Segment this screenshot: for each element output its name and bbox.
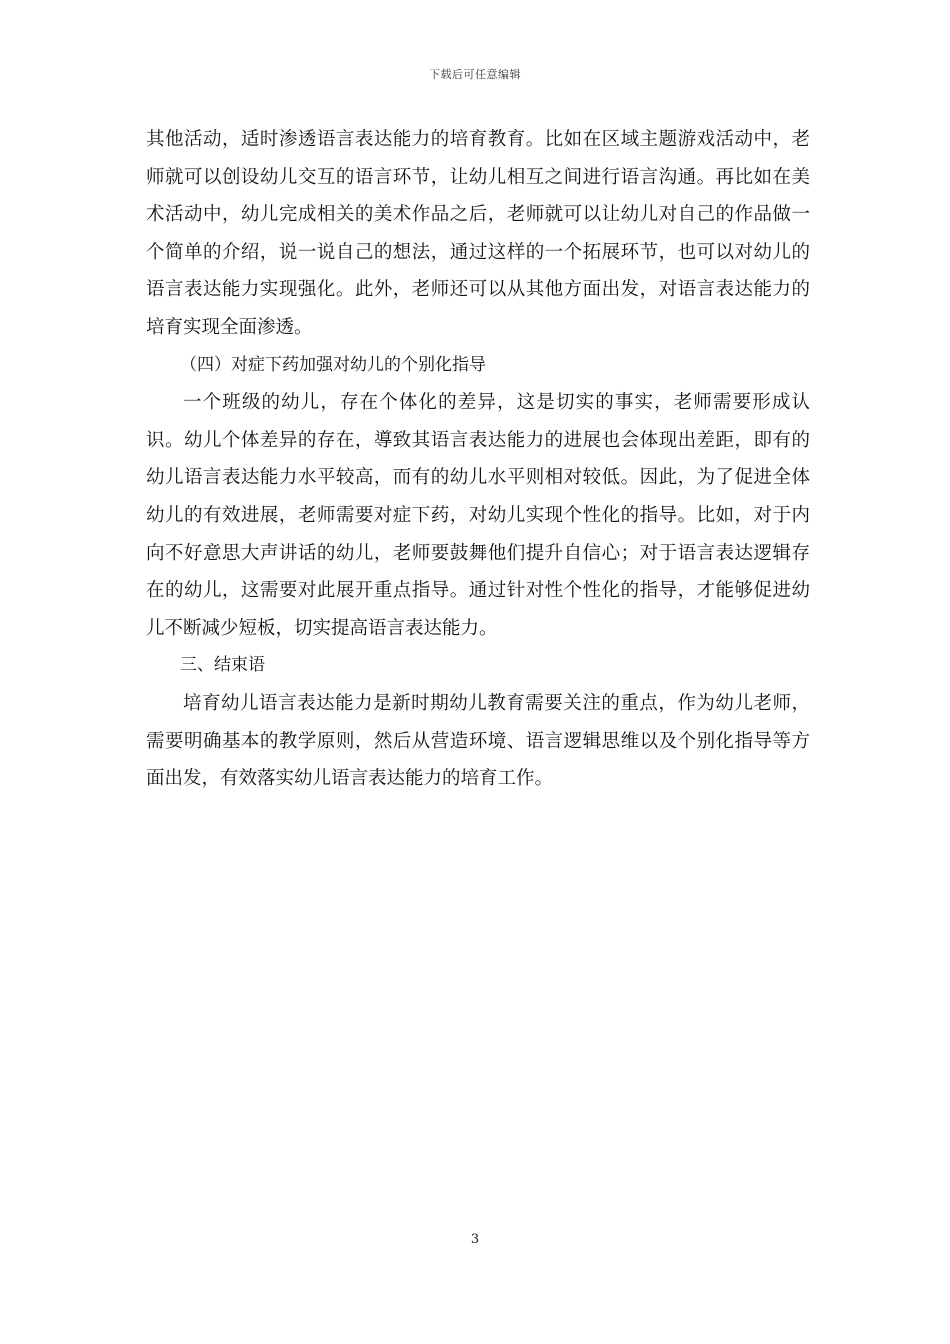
- page-number: 3: [470, 1232, 480, 1247]
- section-4-paragraph: 一个班级的幼儿，存在个体化的差异，这是切实的事实，老师需要形成认识。幼儿个体差异的存在，導致其语言表达能力的进展也会体现出差距，即有的幼儿语言表达能力水平较高，而有的幼儿水平则相对较低。因此，为了促进全体幼儿的有效进展，老师需要对症下药，对幼儿实现个性化的指导。比如，对于内向不好意思大声讲话的幼儿，老师要鼓舞他们提升自信心；对于语言表达逻辑存在的幼儿，这需要对此展开重点指导。通过针对性个性化的指导，才能够促进幼儿不断减少短板，切实提高语言表达能力。: [146, 392, 810, 639]
- page-header: 下载后可任意编辑: [429, 68, 521, 81]
- paragraph-continued: 其他活动，适时渗透语言表达能力的培育教育。比如在区域主题游戏活动中，老师就可以创设幼儿交互的语言环节，让幼儿相互之间进行语言沟通。再比如在美术活动中，幼儿完成相关的美术作品之后，老师就可以让幼儿对自己的作品做一个简单的介绍，说一说自己的想法，通过这样的一个拓展环节，也可以对幼儿的语言表达能力实现强化。此外，老师还可以从其他方面出发，对语言表达能力的培育实现全面渗透。: [146, 129, 810, 338]
- conclusion-paragraph: 培育幼儿语言表达能力是新时期幼儿教育需要关注的重点，作为幼儿老师，需要明确基本的教学原则，然后从营造环境、语言逻辑思维以及个别化指导等方面出发，有效落实幼儿语言表达能力的培育工作。: [146, 692, 810, 790]
- conclusion-heading: 三、结束语: [180, 655, 265, 676]
- document-body: [146, 121, 810, 798]
- section-heading-4: （四）对症下药加强对幼儿的个别化指导: [180, 354, 486, 375]
